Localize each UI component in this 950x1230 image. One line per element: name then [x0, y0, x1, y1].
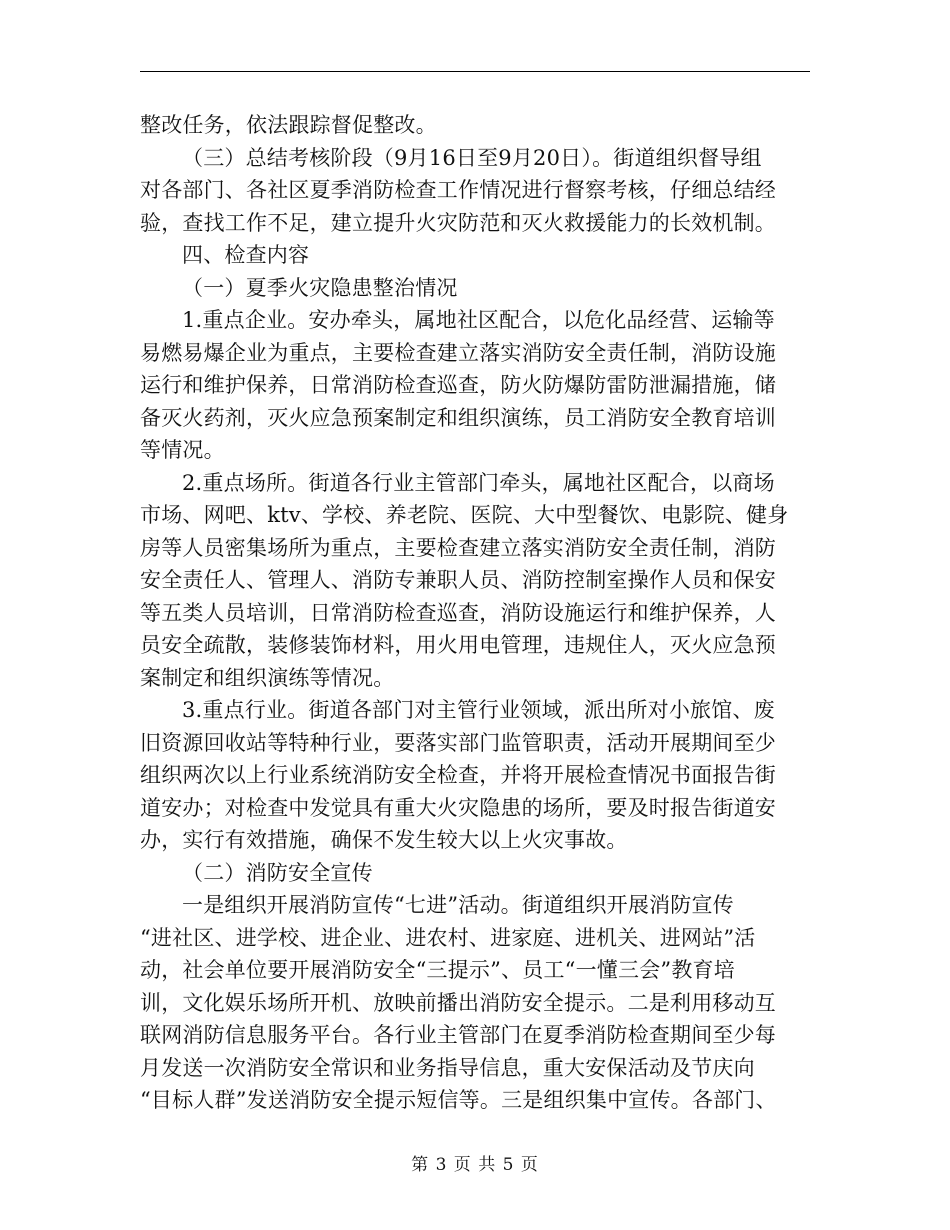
text-line: 一是组织开展消防宣传“七进”活动。街道组织开展消防宣传	[182, 893, 734, 917]
page-number: 第 3 页 共 5 页	[411, 1155, 539, 1175]
text-line: 整改任务，依法跟踪督促整改。	[140, 113, 437, 137]
document-body	[140, 109, 815, 1117]
text-line: “目标人群”发送消防安全提示短信等。三是组织集中宣传。各部门、	[140, 1088, 777, 1112]
text-line: 联网消防信息服务平台。各行业主管部门在夏季消防检查期间至少每	[140, 1023, 776, 1047]
text-line: 3.重点行业。街道各部门对主管行业领域，派出所对小旅馆、废	[182, 698, 775, 722]
header-rule	[140, 71, 810, 72]
text-line: 员安全疏散，装修装饰材料，用火用电管理，违规住人，灭火应急预	[140, 633, 776, 657]
text-line: 2.重点场所。街道各行业主管部门牵头，属地社区配合，以商场	[182, 470, 775, 495]
text-line: 等情况。	[140, 438, 225, 462]
text-line: 组织两次以上行业系统消防安全检查，并将开展检查情况书面报告街	[140, 763, 776, 787]
text-line: 验，查找工作不足，建立提升火灾防范和灭火救援能力的长效机制。	[140, 210, 776, 235]
text-line: 易燃易爆企业为重点，主要检查建立落实消防安全责任制，消防设施	[140, 340, 776, 365]
text-line: 1.重点企业。安办牵头，属地社区配合，以危化品经营、运输等	[182, 308, 775, 332]
text-line: （三）总结考核阶段（9月16日至9月20日）。街道组织督导组	[182, 145, 762, 170]
text-line: 旧资源回收站等特种行业，要落实部门监管职责，活动开展期间至少	[140, 730, 776, 755]
text-line: 备灭火药剂，灭火应急预案制定和组织演练，员工消防安全教育培训	[140, 405, 776, 430]
text-line: 安全责任人、管理人、消防专兼职人员、消防控制室操作人员和保安	[140, 568, 776, 592]
text-line: 四、检查内容	[182, 243, 310, 267]
text-line: “进社区、进学校、进企业、进农村、进家庭、进机关、进网站”活	[140, 925, 756, 950]
text-line: 动，社会单位要开展消防安全“三提示”、员工“一懂三会”教育培	[140, 958, 735, 982]
text-line: 道安办；对检查中发觉具有重大火灾隐患的场所，要及时报告街道安	[140, 795, 776, 820]
text-line: （一）夏季火灾隐患整治情况	[182, 275, 458, 300]
text-line: 案制定和组织演练等情况。	[140, 665, 395, 690]
text-line: 办，实行有效措施，确保不发生较大以上火灾事故。	[140, 828, 628, 852]
text-line: 训，文化娱乐场所开机、放映前播出消防安全提示。二是利用移动互	[140, 990, 776, 1015]
text-line: 等五类人员培训，日常消防检查巡查，消防设施运行和维护保养，人	[140, 600, 776, 625]
text-line: 月发送一次消防安全常识和业务指导信息，重大安保活动及节庆向	[140, 1055, 755, 1080]
text-line: 运行和维护保养，日常消防检查巡查，防火防爆防雷防泄漏措施，储	[140, 373, 776, 397]
text-line: 市场、网吧、ktv、学校、养老院、医院、大中型餐饮、电影院、健身	[140, 503, 789, 527]
text-line: 对各部门、各社区夏季消防检查工作情况进行督察考核，仔细总结经	[140, 178, 776, 202]
text-line: （二）消防安全宣传	[182, 860, 373, 885]
text-line: 房等人员密集场所为重点，主要检查建立落实消防安全责任制，消防	[140, 535, 776, 560]
